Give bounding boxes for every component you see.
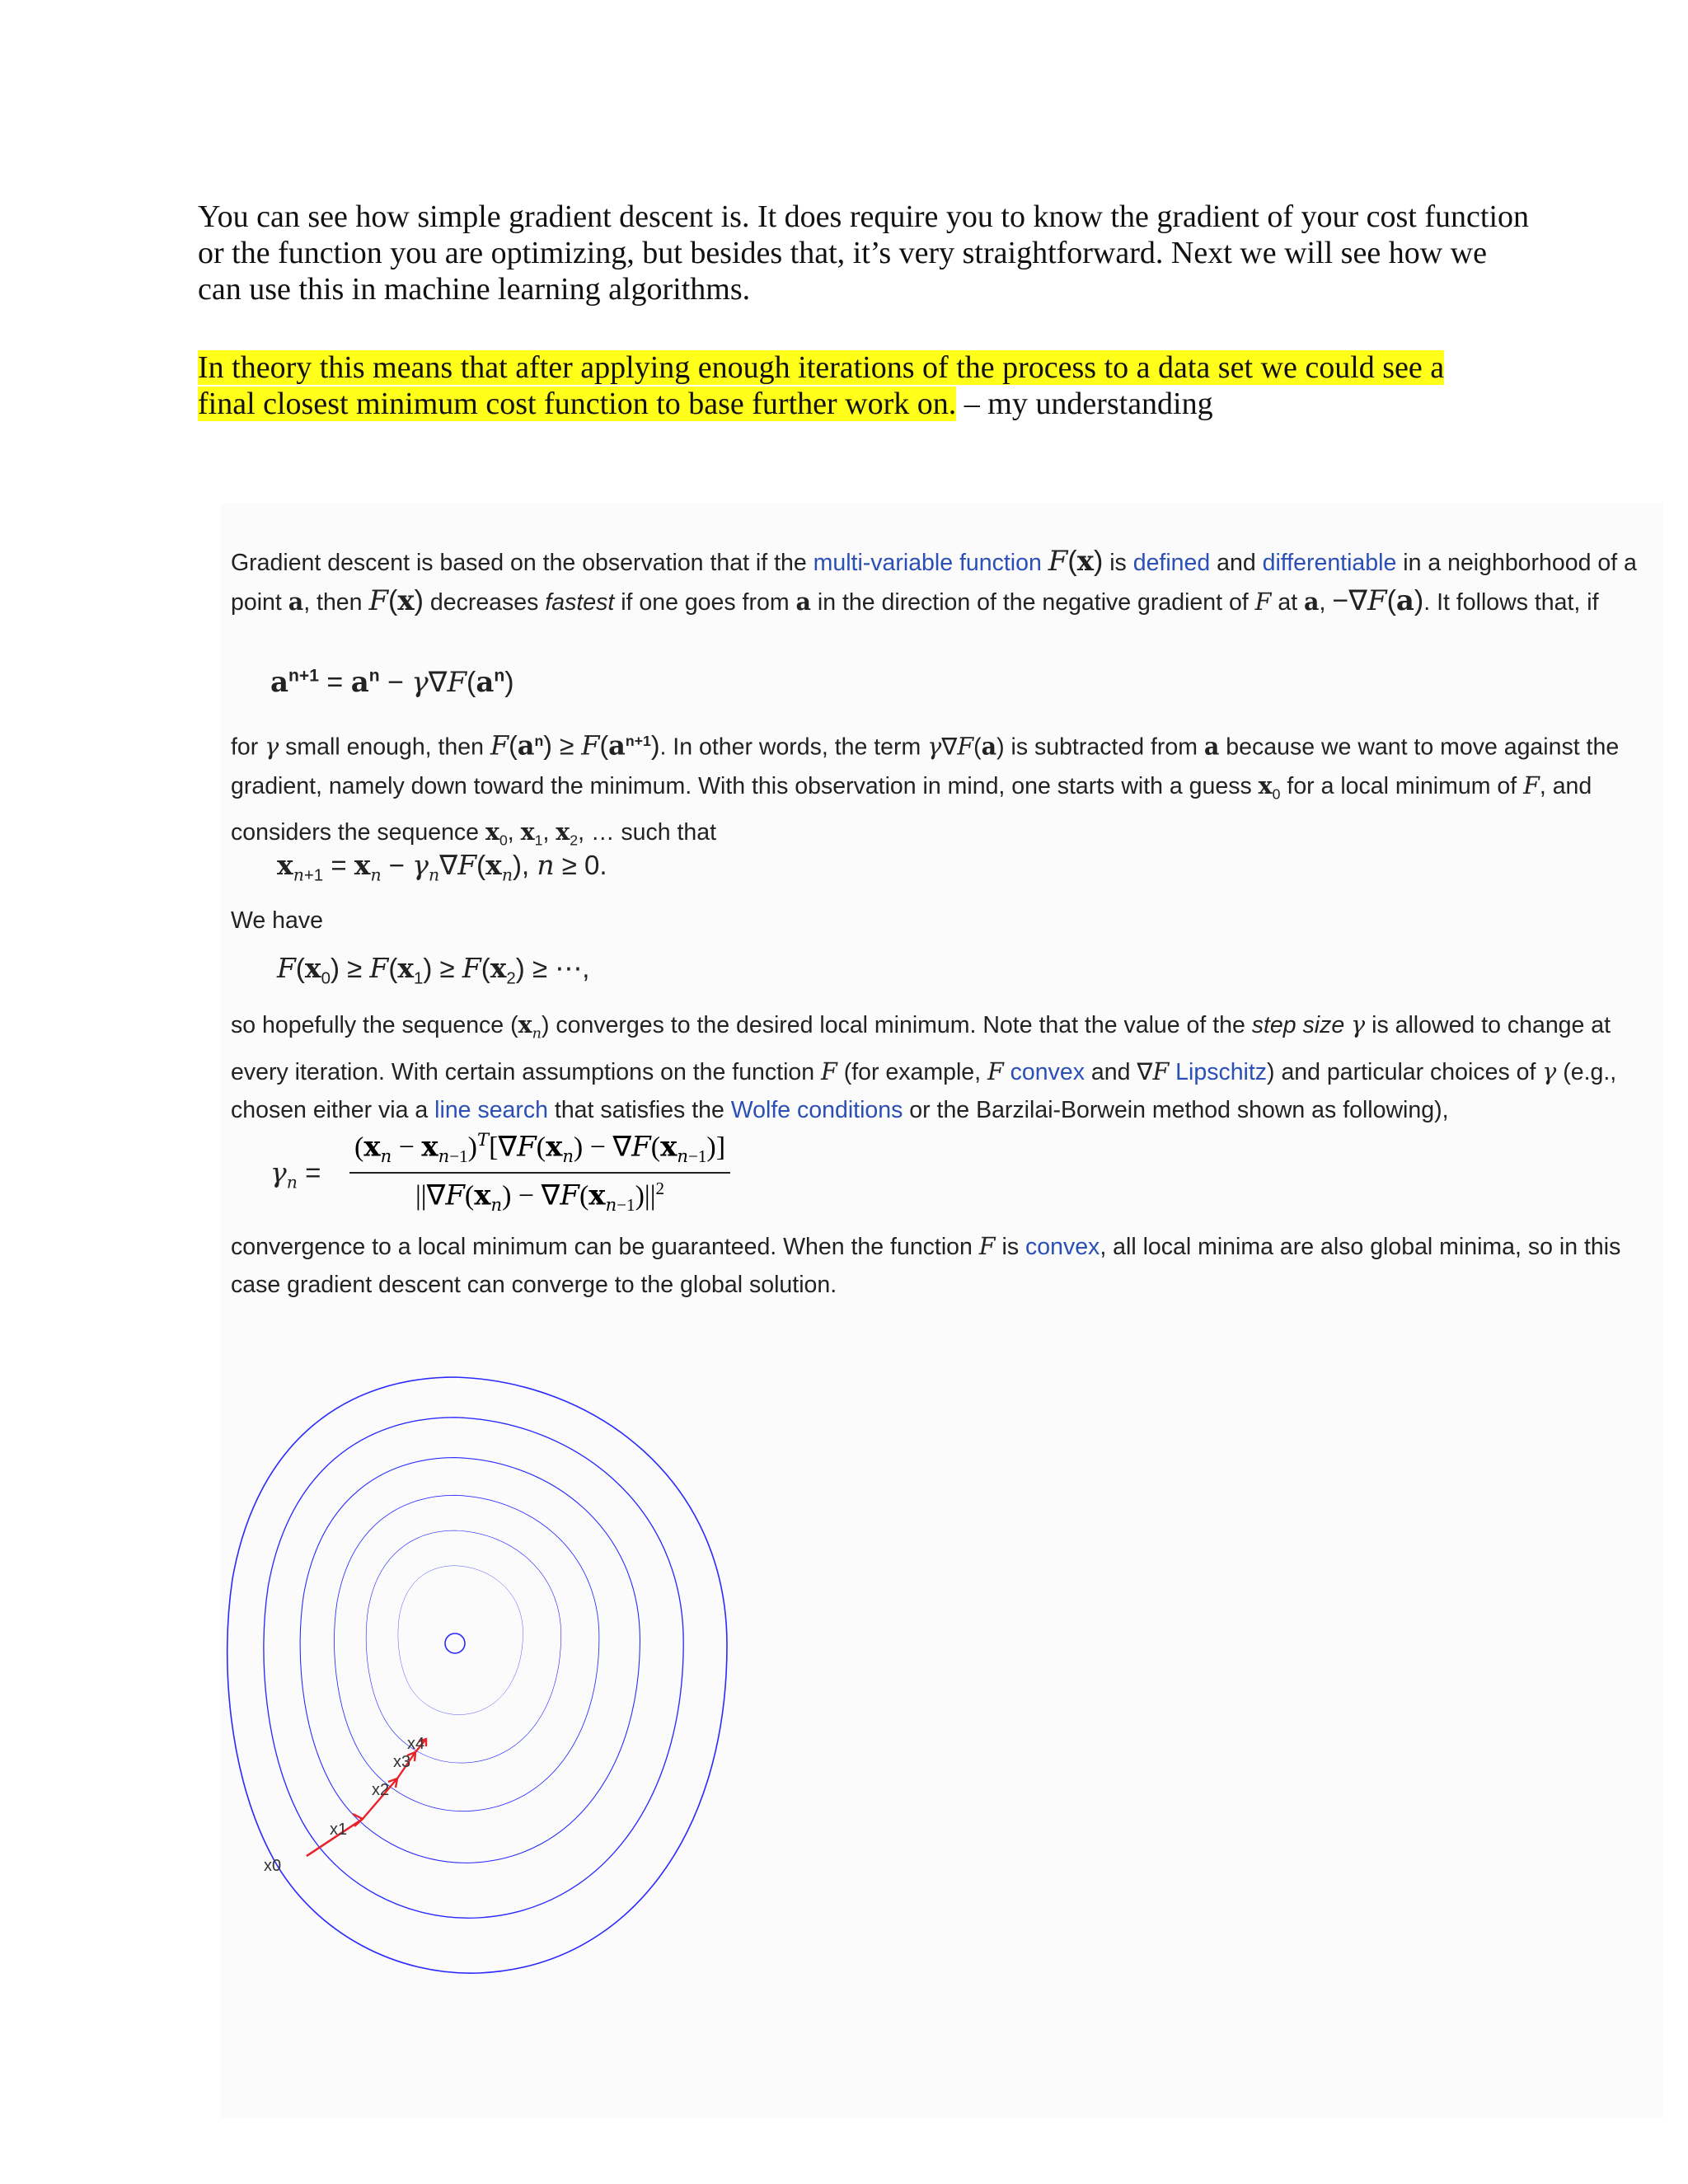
- gradient-descent-figure: [221, 1368, 748, 1994]
- link-lipschitz[interactable]: Lipschitz: [1175, 1058, 1268, 1085]
- link-convex[interactable]: convex: [1010, 1058, 1085, 1085]
- label-x3: x3: [393, 1753, 411, 1771]
- contour-line: [398, 1566, 523, 1715]
- note-highlighted-remark: [198, 349, 1533, 422]
- label-x4: x4: [407, 1735, 425, 1753]
- link-line-search[interactable]: line search: [434, 1096, 548, 1123]
- equation-update-rule: $a^{n+1} = a^n - \gamma\nabla F(a^n)$: [270, 666, 514, 699]
- label-x0: x0: [264, 1857, 282, 1875]
- note-paragraph: You can see how simple gradient descent is. It does require you to know the gradient of your cost function or the function you are optimizing, but besides that, it’s very straightforward. Next we will see how we can use this in machine learning algorithms.: [198, 199, 1529, 307]
- attribution: – my understanding: [956, 387, 1213, 421]
- link-differentiable[interactable]: differentiable: [1262, 550, 1397, 576]
- equation-monotone: $F(x_0) \ge F(x_1) \ge F(x_2)$ ≥ ⋯,: [277, 952, 590, 988]
- paragraph-convergence: convergence to a local minimum can be guaranteed. When the function F is convex, all local minima are also global minima, so in this case gradient descent can converge to the global solution.: [231, 1233, 1621, 1298]
- link-defined[interactable]: defined: [1132, 550, 1211, 576]
- highlighted-text-line2: final closest minimum cost function to base further work on.: [198, 387, 957, 421]
- wikipedia-excerpt: Gradient descent is based on the observation that if the multi-variable function F(x) is defined and differentiable in a neighborhood of a point a, then F(x) decreases fastest if one goes from a in the direction of the negative gradient of F at a, −∇F(a). It follows that, if $a^{n+1} = a^n - \gamma\nabla F(a^n)$ for γ small enough, then $F(a^n) \ge F(a^{n+1})$. In other words, the term γ∇F(a) is subtracted from a because we want to move against the gradient, namely down toward the minimum. With this observation in mind, one starts with a guess $x_0$ for a local minimum of F, and considers the sequence $x_0$, $x_1$, $x_2$, … such that $x_{n+1} = x_n - \gamma_n\nabla F(x_n)$, n ≥ 0. We have $F(x_0) \ge F(x_1) \ge F(x_2)$ ≥ ⋯, so hopefully the sequence $(x_n)$ converges to the desired local minimum. Note that the value of the step size γ is allowed to change at every iteration. With certain assumptions on the function F (for example, F convex and ∇F Lipschitz) and particular choices of γ (e.g., chosen either via a line search that satisfies the Wolfe conditions or the Barzilai-Borwein method shown as following), $\gamma_n$ = convergence to a local minimum can be guaranteed. When the function F is convex, all local minima are also global minima, so in this case gradient descent can converge to the global solution. x0 x1 x2 x3 x4: [221, 503, 1663, 2118]
- link-multi-variable-function[interactable]: multi-variable function: [813, 550, 1042, 576]
- contour-line: [300, 1458, 640, 1863]
- paragraph-small-enough: for γ small enough, then $F(a^n) \ge F(a^{n+1})$. In other words, the term γ∇F(a) is subtracted from a because we want to move against the gradient, namely down toward the minimum. With this observation in mind, one starts with a guess $x_0$ for a local minimum of F, and considers the sequence $x_0$, $x_1$, $x_2$, … such that: [231, 729, 1620, 849]
- equation-sequence: $x_{n+1} = x_n - \gamma_n\nabla F(x_n)$, n ≥ 0.: [277, 849, 607, 885]
- paragraph-we-have: We have: [231, 907, 323, 934]
- paragraph-step-size: so hopefully the sequence $(x_n)$ converges to the desired local minimum. Note that the value of the step size γ is allowed to change at every iteration. With certain assumptions on the function F (for example, F convex and ∇F Lipschitz) and particular choices of γ (e.g., chosen either via a line search that satisfies the Wolfe conditions or the Barzilai-Borwein method shown as following),: [231, 1010, 1617, 1123]
- contour-line: [335, 1495, 599, 1811]
- label-x2: x2: [372, 1781, 390, 1799]
- link-wolfe-conditions[interactable]: Wolfe conditions: [730, 1096, 903, 1123]
- highlighted-text-line1: In theory this means that after applying enough iterations of the process to a data set we could see a: [198, 350, 1445, 385]
- label-x1: x1: [330, 1821, 348, 1839]
- bb-fraction: $\frac{(x_n - x_{n-1})^T[\nabla F(x_n) - \nabla F(x_{n-1})]}{||\nabla F(x_n) - \nabla F(x_{n-1})||^2}$: [349, 1129, 730, 1216]
- link-convex-2[interactable]: convex: [1025, 1234, 1100, 1260]
- contour-line: [227, 1377, 727, 1973]
- paragraph-observation: Gradient descent is based on the observation that if the multi-variable function F(x) is defined and differentiable in a neighborhood of a point a, then F(x) decreases fastest if one goes from a in the direction of the negative gradient of F at a, −∇F(a). It follows that, if: [231, 545, 1637, 617]
- minimum-marker: [445, 1633, 465, 1653]
